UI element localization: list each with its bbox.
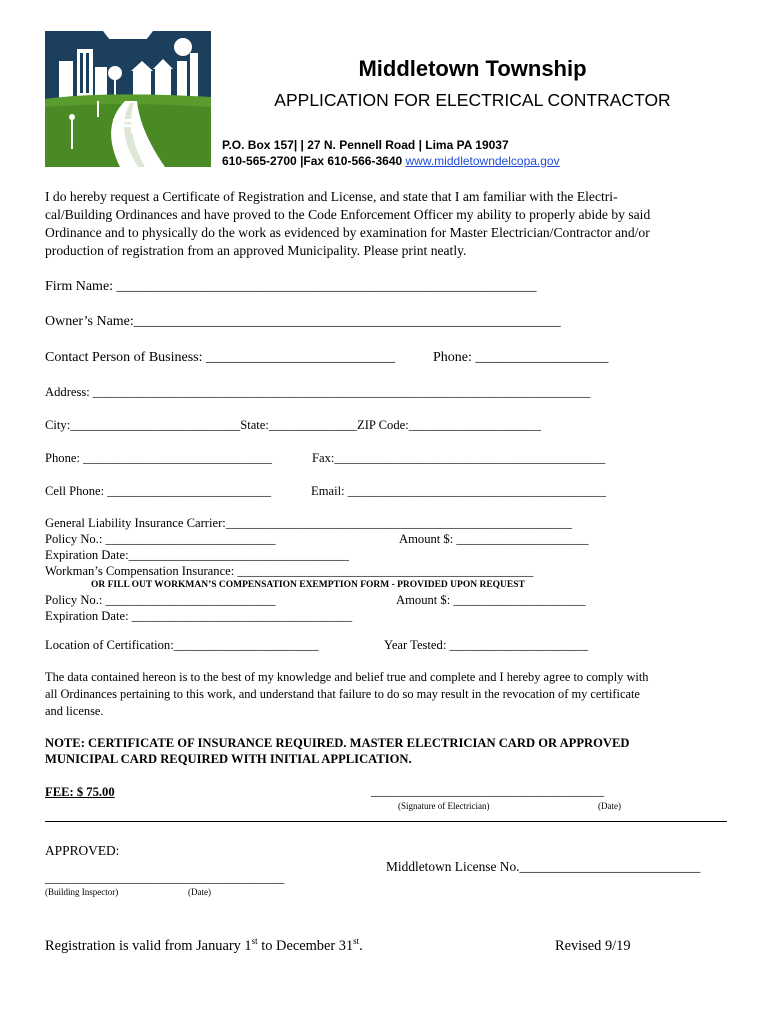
note-line: NOTE: CERTIFICATE OF INSURANCE REQUIRED. MASTER ELECTRICIAN CARD OR APPROVED <box>45 736 630 750</box>
validity-suffix: . <box>359 938 363 954</box>
email-field[interactable]: Email: _________________________________________ <box>311 484 606 498</box>
revision-date: Revised 9/19 <box>555 938 631 954</box>
intro-paragraph <box>45 188 725 260</box>
owners-name-field[interactable]: Owner’s Name:_____________________________________________________________ <box>45 314 561 329</box>
note-line: MUNICIPAL CARD REQUIRED WITH INITIAL APPLICATION. <box>45 752 412 766</box>
intro-line: I do hereby request a Certificate of Registration and License, and state that I am familiar with the Electri- <box>45 189 618 204</box>
contact-line <box>222 154 560 168</box>
fax-field[interactable]: Fax:___________________________________________ <box>312 451 606 465</box>
liability-policy-field[interactable]: Policy No.: ___________________________ <box>45 532 276 546</box>
fee-amount: FEE: $ 75.00 <box>45 785 115 799</box>
registration-validity <box>45 938 363 955</box>
signature-caption: (Signature of Electrician) <box>398 801 490 811</box>
mailing-address: P.O. Box 157| | 27 N. Pennell Road | Lima PA 19037 <box>222 138 509 152</box>
website-link[interactable]: www.middletowndelcopa.gov <box>405 154 560 168</box>
agreement-paragraph <box>45 669 725 720</box>
validity-sup-first: st <box>251 936 258 947</box>
signature-line[interactable]: _____________________________________ <box>371 784 604 798</box>
section-divider <box>45 821 727 822</box>
intro-line: production of registration from an approved Municipality. Please print neatly. <box>45 243 467 258</box>
agreement-line: and license. <box>45 704 104 718</box>
exemption-note: OR FILL OUT WORKMAN’S COMPENSATION EXEMPTION FORM - PROVIDED UPON REQUEST <box>91 580 525 590</box>
agreement-line: The data contained hereon is to the best of my knowledge and belief true and complete and I hereby agree to comply with <box>45 670 649 684</box>
address-field[interactable]: Address: _______________________________________________________________________________ <box>45 385 591 399</box>
liability-amount-field[interactable]: Amount $: _____________________ <box>399 532 589 546</box>
signature-date-caption: (Date) <box>598 801 621 811</box>
license-number-field[interactable]: Middletown License No.___________________________ <box>386 859 701 874</box>
wc-expiration-field[interactable]: Expiration Date: ___________________________________ <box>45 609 353 623</box>
phone-fax: 610-565-2700 |Fax 610-566-3640 <box>222 154 403 168</box>
validity-prefix: Registration is valid from January 1 <box>45 938 252 954</box>
township-logo <box>45 31 211 167</box>
validity-mid: to December 31 <box>257 938 354 954</box>
inspector-date-caption: (Date) <box>188 887 211 897</box>
year-tested-field[interactable]: Year Tested: ______________________ <box>384 638 588 652</box>
agreement-line: all Ordinances pertaining to this work, and understand that failure to do so may result in the revocation of my certificate <box>45 687 640 701</box>
contact-phone-field[interactable]: Phone: ___________________ <box>433 350 609 365</box>
cell-phone-field[interactable]: Cell Phone: __________________________ <box>45 484 271 498</box>
inspector-signature-line[interactable]: ______________________________________ <box>45 871 285 885</box>
wc-amount-field[interactable]: Amount $: _____________________ <box>396 593 586 607</box>
application-title: APPLICATION FOR ELECTRICAL CONTRACTOR <box>274 90 671 110</box>
inspector-caption: (Building Inspector) <box>45 887 119 897</box>
intro-line: cal/Building Ordinances and have proved to the Code Enforcement Officer my ability to properly abide by said <box>45 207 651 222</box>
certification-location-field[interactable]: Location of Certification:_______________________ <box>45 638 319 652</box>
validity-sup-second: st <box>353 936 360 947</box>
liability-carrier-field[interactable]: General Liability Insurance Carrier:_______________________________________________________ <box>45 516 573 530</box>
contact-person-field[interactable]: Contact Person of Business: ___________________________ <box>45 350 395 365</box>
firm-name-field[interactable]: Firm Name: ____________________________________________________________ <box>45 279 537 294</box>
approved-label: APPROVED: <box>45 843 120 858</box>
wc-policy-field[interactable]: Policy No.: ___________________________ <box>45 593 276 607</box>
city-state-zip-field[interactable]: City:___________________________State:______________ZIP Code:_____________________ <box>45 418 541 432</box>
workmans-comp-field[interactable]: Workman’s Compensation Insurance: _______________________________________________ <box>45 564 534 578</box>
intro-line: Ordinance and to physically do the work as evidenced by examination for Master Electrician/Contractor and/or <box>45 225 650 240</box>
township-logo-graphic <box>45 31 211 167</box>
phone-field[interactable]: Phone: ______________________________ <box>45 451 273 465</box>
requirements-note <box>45 735 725 767</box>
liability-expiration-field[interactable]: Expiration Date:___________________________________ <box>45 548 349 562</box>
township-title: Middletown Township <box>358 56 587 81</box>
